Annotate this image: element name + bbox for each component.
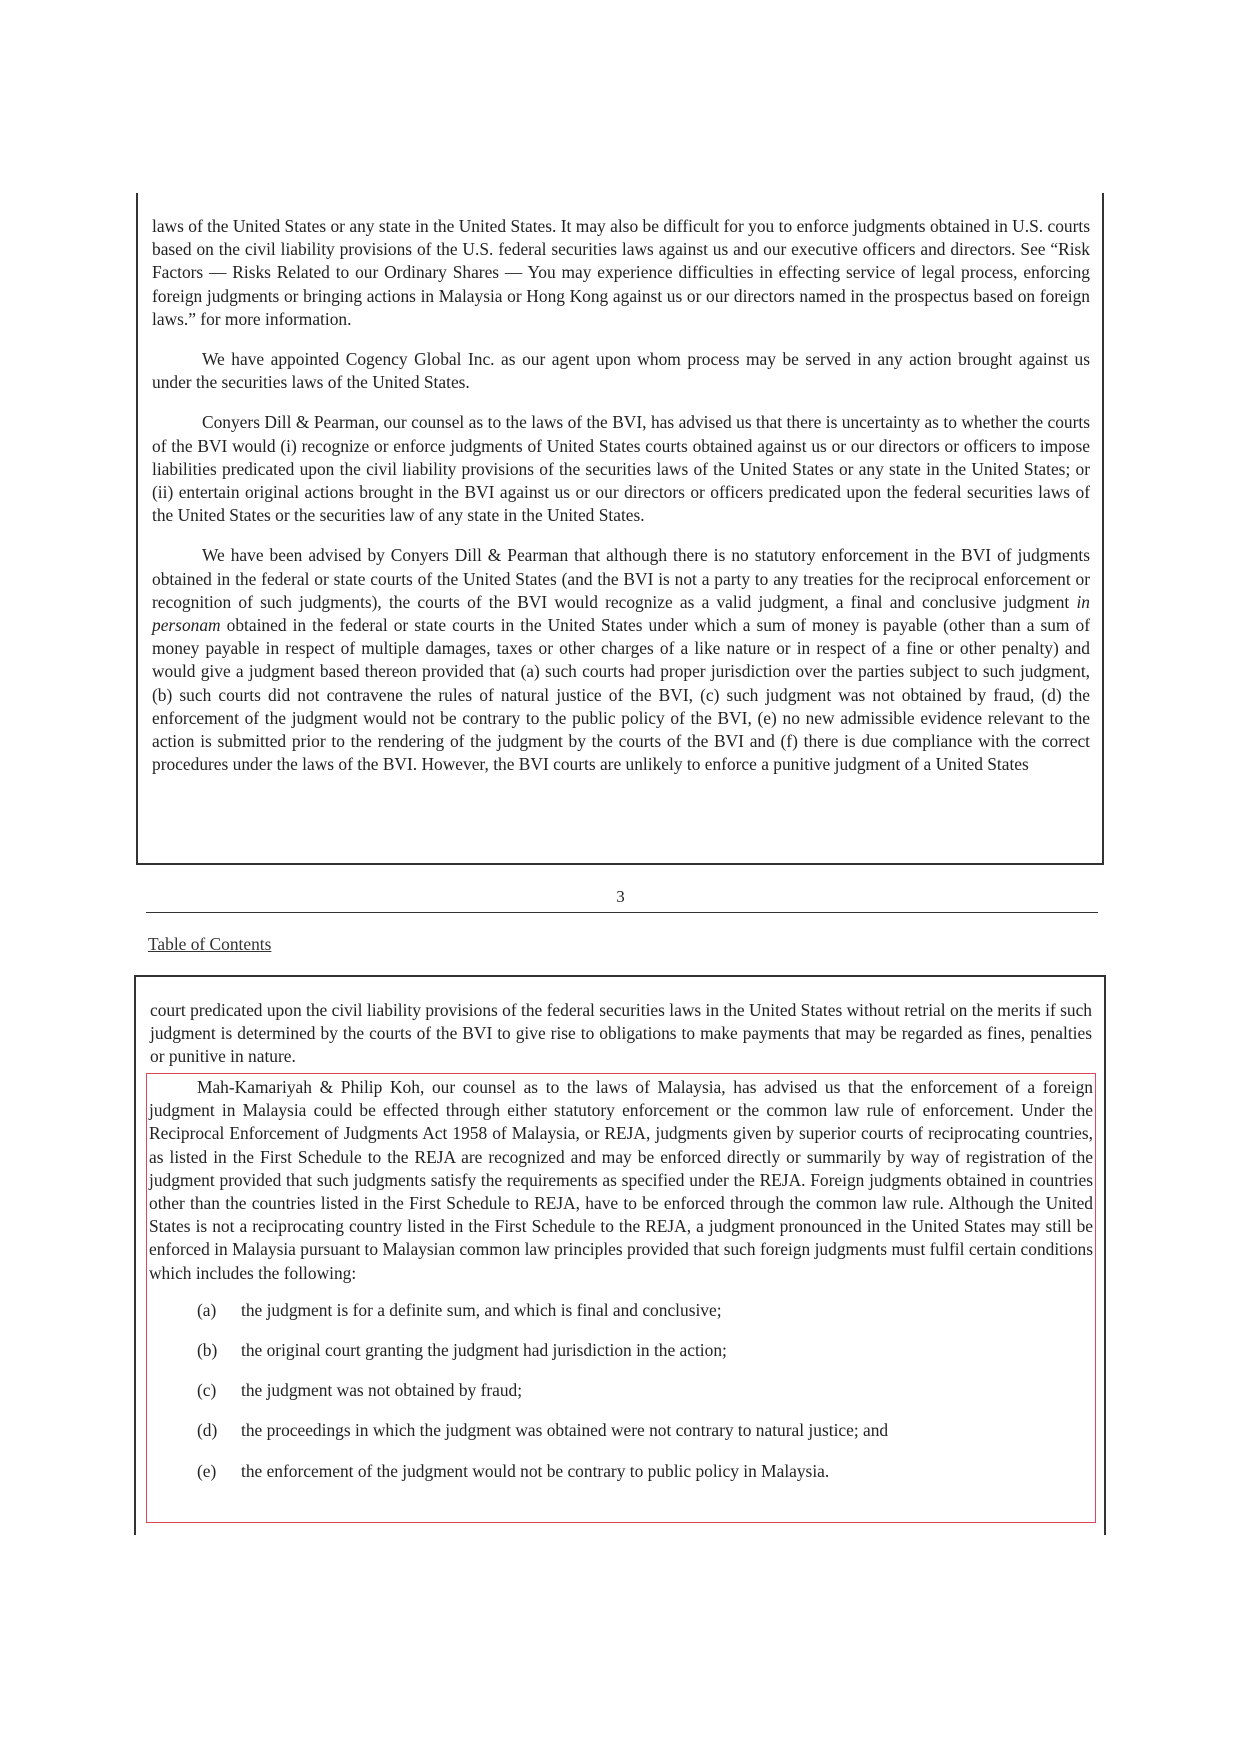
list-text: the judgment was not obtained by fraud; xyxy=(241,1380,523,1401)
list-label: (a) xyxy=(197,1299,217,1320)
list-item xyxy=(149,1379,1093,1402)
list-item xyxy=(149,1339,1093,1362)
paragraph-continuation: court predicated upon the civil liability provisions of the federal securities laws in the United States without retrial on the merits if such judgment is determined by the courts of the BVI to give rise to obligations to make payments that may be regarded as fines, penalties or punitive in nature. xyxy=(150,1000,1092,1067)
paragraph-enforcement-difficulty: laws of the United States or any state in the United States. It may also be difficult for you to enforce judgments obtained in U.S. courts based on the civil liability provisions of the U.S. federal securities laws against us and our executive officers and directors. See “Risk Factors — Risks Related to our Ordinary Shares — You may experience difficulties in effecting service of legal process, enforcing foreign judgments or bringing actions in Malaysia or Hong Kong against us or our directors named in the prospectus based on foreign laws.” for more information. xyxy=(152,216,1090,329)
list-text: the proceedings in which the judgment was obtained were not contrary to natural justice; and xyxy=(241,1420,889,1441)
list-text: the enforcement of the judgment would not be contrary to public policy in Malaysia. xyxy=(241,1460,830,1481)
list-label: (b) xyxy=(197,1340,218,1361)
list-item xyxy=(149,1299,1093,1322)
list-item xyxy=(149,1419,1093,1442)
page-4-bordered-section xyxy=(134,975,1106,1535)
list-item xyxy=(149,1460,1093,1483)
list-label: (d) xyxy=(197,1420,218,1441)
paragraph-malaysia-enforcement: Mah-Kamariyah & Philip Koh, our counsel as to the laws of Malaysia, has advised us that the enforcement of a foreign judgment in Malaysia could be effected through either statutory enforcement or the common law rule of enforcement. Under the Reciprocal Enforcement of Judgments Act 1958 of Malaysia, or REJA, judgments given by superior courts of reciprocating countries, as listed in the First Schedule to the REJA are recognized and may be enforced directly or summarily by way of registration of the judgment provided that such judgments satisfy the requirements as specified under the REJA. Foreign judgments obtained in countries other than the countries listed in the First Schedule to REJA, have to be enforced through the common law rule. Although the United States is not a reciprocating country listed in the First Schedule to the REJA, a judgment pronounced in the United States may still be enforced in Malaysia pursuant to Malaysian common law principles provided that such foreign judgments must fulfil certain conditions which includes the following: xyxy=(149,1077,1093,1283)
page-3-bordered-section xyxy=(136,193,1104,865)
conditions-list xyxy=(149,1299,1093,1483)
italic-term: in personam xyxy=(152,591,1090,636)
paragraph-agent-for-service: We have appointed Cogency Global Inc. as our agent upon whom process may be served in any action brought against us under the securities laws of the United States. xyxy=(152,349,1090,393)
text-span: obtained in the federal or state courts in the United States under which a sum of money is payable (other than a sum of money payable in respect of multiple damages, taxes or other charges of a like nature or in respect of a fine or other penalty) and would give a judgment based thereon provided that (a) such courts had proper jurisdiction over the parties subject to such judgment, (b) such courts did not contravene the rules of natural justice of the BVI, (c) such judgment was not obtained by fraud, (d) the enforcement of the judgment would not be contrary to the public policy of the BVI, (e) no new admissible evidence relevant to the action is submitted prior to the rendering of the judgment by the courts of the BVI and (f) there is due compliance with the correct procedures under the laws of the BVI. However, the BVI courts are unlikely to enforce a punitive judgment of a United States xyxy=(152,615,1090,775)
page-number: 3 xyxy=(616,887,625,906)
paragraph-bvi-enforcement xyxy=(152,544,1090,776)
highlighted-region xyxy=(146,1073,1096,1523)
list-text: the original court granting the judgment had jurisdiction in the action; xyxy=(241,1340,727,1361)
table-of-contents-link[interactable]: Table of Contents xyxy=(148,934,272,954)
list-label: (e) xyxy=(197,1460,217,1481)
paragraph-bvi-counsel: Conyers Dill & Pearman, our counsel as to the laws of the BVI, has advised us that there is uncertainty as to whether the courts of the BVI would (i) recognize or enforce judgments of United States courts obtained against us or our directors or officers to impose liabilities predicated upon the civil liability provisions of the securities laws of the United States or any state in the United States; or (ii) entertain original actions brought in the BVI against us or our directors or officers predicated upon the federal securities laws of the United States or the securities law of any state in the United States. xyxy=(152,412,1090,526)
list-text: the judgment is for a definite sum, and which is final and conclusive; xyxy=(241,1299,722,1320)
text-span: We have been advised by Conyers Dill & Pearman that although there is no statutory enforcement in the BVI of judgments obtained in the federal or state courts of the United States (and the BVI is not a party to any treaties for the reciprocal enforcement or recognition of such judgments), the courts of the BVI would recognize as a valid judgment, a final and conclusive judgment xyxy=(152,545,1090,612)
list-label: (c) xyxy=(197,1380,217,1401)
page-divider xyxy=(146,912,1098,913)
